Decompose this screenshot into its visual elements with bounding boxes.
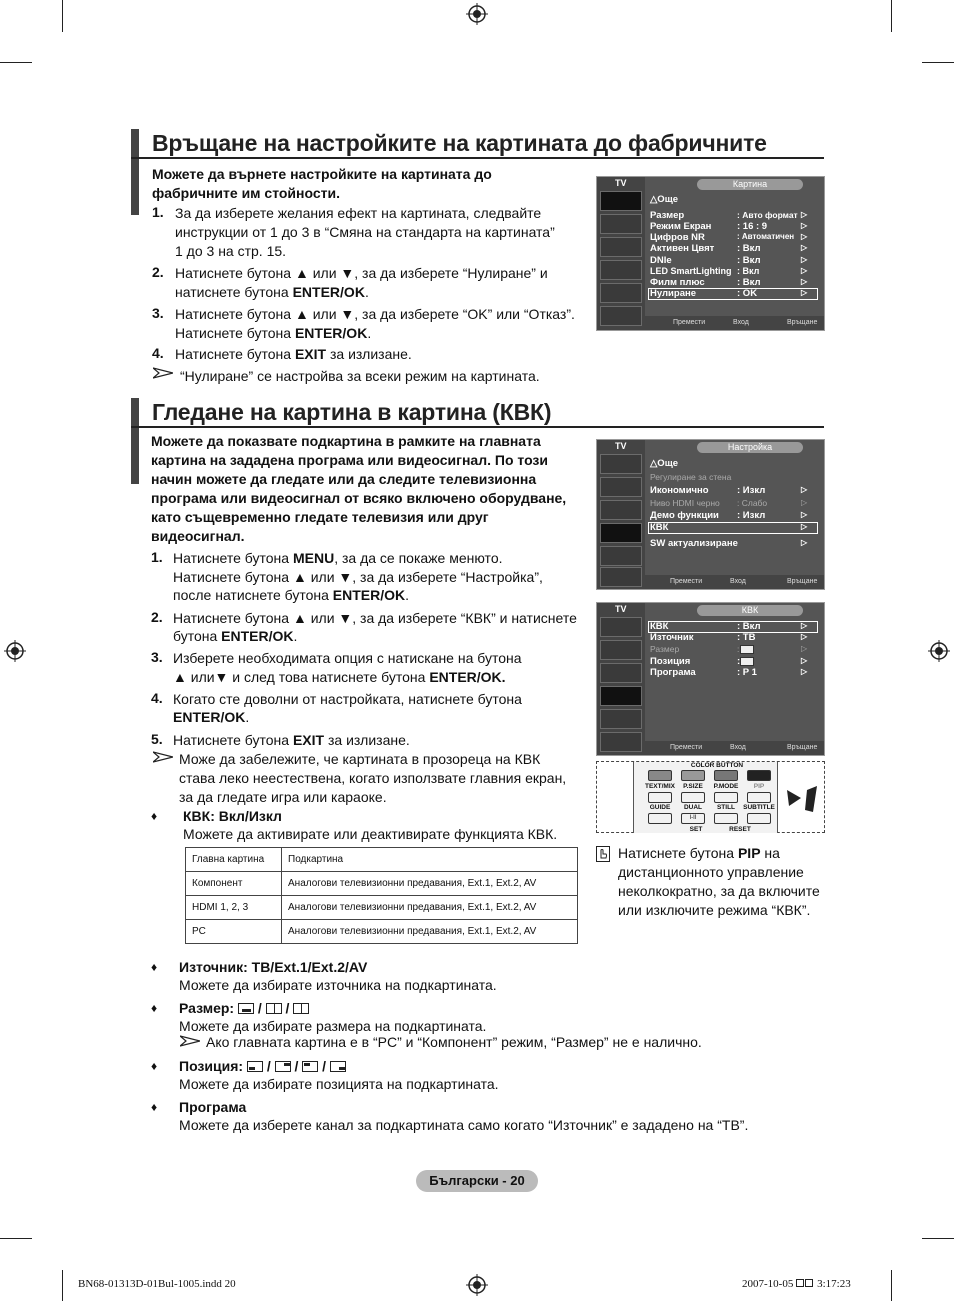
bullet: ♦: [151, 960, 158, 974]
dual-button: I-II: [681, 813, 705, 824]
remote-label: SET: [689, 826, 703, 833]
note-text: “Нулиране” се настройва за всеки режим на картината.: [180, 368, 540, 384]
step-number: 2.: [152, 264, 164, 280]
step-text: ▲ или▼ и след това натиснете бутона ENTER/OK.: [173, 669, 506, 685]
picture-menu-icon: [600, 617, 642, 637]
remote-note: Натиснете бутона PIP на: [618, 845, 780, 861]
input-menu-icon: [600, 546, 642, 566]
pip-position-bottom-left-icon: [247, 1061, 263, 1072]
osd-row: Програма : P 1 ▷: [650, 667, 808, 678]
step-text: ENTER/OK.: [173, 709, 250, 725]
option-label: Позиция: / / /: [179, 1057, 346, 1076]
crop-mark: [62, 1270, 63, 1301]
osd-row: Източник : ТВ ▷: [650, 632, 808, 643]
section-bar: [131, 398, 139, 484]
option-label: Източник: ТВ/Ext.1/Ext.2/AV: [179, 959, 368, 975]
note-text: става леко неестествена, когато използвате главния екран,: [179, 770, 567, 786]
pip-position-bottom-right-icon: [330, 1061, 346, 1072]
step-text: инструкции от 1 до 3 в “Смяна на стандарта на картината”: [175, 224, 555, 240]
note-arrow-icon: [180, 1035, 200, 1047]
title-underline: [131, 157, 824, 159]
osd-row: Икономично : Изкл ▷: [650, 485, 808, 496]
remote-label: P.SIZE: [683, 783, 703, 790]
step-text: Натиснете бутона ▲ или ▼, за да изберете “Настройка”,: [173, 569, 543, 585]
step-number: 5.: [151, 731, 163, 747]
section-bar: [131, 129, 139, 215]
remote-label: SUBTITLE: [743, 804, 775, 811]
crop-mark: [922, 62, 954, 63]
step-text: Натиснете бутона ENTER/OK.: [175, 325, 372, 341]
psize-button: [681, 792, 705, 803]
osd-title: КВК: [697, 605, 803, 616]
title-underline: [131, 426, 824, 428]
option-label: Размер: / /: [179, 999, 309, 1018]
osd-row: Демо функции : Изкл ▷: [650, 510, 808, 521]
note-text: за да гледате игра или караоке.: [179, 789, 387, 805]
table-row: Компонент Аналогови телевизионни предавания, Ext.1, Ext.2, AV: [186, 872, 578, 896]
step-text: За да изберете желания ефект на картината, следвайте: [175, 205, 542, 221]
registration-mark-icon: [466, 3, 488, 25]
subtitle-button: [747, 813, 771, 824]
step-text: Натиснете бутона MENU, за да се покаже менюто.: [173, 550, 503, 566]
step-text: 1 до 3 на стр. 15.: [175, 243, 287, 259]
note-text: Може да забележите, че картината в прозореца на КВК: [179, 751, 541, 767]
table-row: PC Аналогови телевизионни предавания, Ext.1, Ext.2, AV: [186, 920, 578, 944]
color-button: [681, 770, 705, 781]
remote-label: RESET: [729, 826, 751, 833]
bullet: ♦: [151, 1100, 158, 1114]
crop-mark: [891, 1270, 892, 1301]
crop-mark: [891, 0, 892, 32]
osd-more: △Още: [650, 458, 678, 469]
remote-label: P.MODE: [713, 783, 739, 790]
section1-title: Връщане на настройките на картината до фабричните: [152, 130, 767, 156]
osd-row: Активен Цвят : Вкл ▷: [650, 243, 808, 254]
osd-row: Размер : ▷: [650, 644, 808, 654]
sound-menu-icon: [600, 477, 642, 497]
hand-pointer-icon: [596, 846, 610, 862]
registration-mark-icon: [4, 640, 26, 662]
guide-button: [648, 813, 672, 824]
crop-mark: [62, 0, 63, 32]
registration-mark-icon: [928, 640, 950, 662]
option-desc: Можете да избирате размера на подкартината.: [179, 1018, 487, 1034]
remote-label: PIP: [753, 783, 765, 790]
input-menu-icon: [600, 709, 642, 729]
step-text: Натиснете бутона EXIT за излизане.: [175, 346, 412, 362]
section1-intro: Можете да върнете настройките на картината до фабричните им стойности.: [152, 166, 492, 201]
remote-note: дистанционното управление: [618, 864, 804, 880]
pip-button: [747, 792, 771, 803]
support-menu-icon: [600, 732, 642, 752]
osd-row: LED SmartLighting : Вкл ▷: [650, 266, 808, 276]
picture-menu-icon: [600, 191, 642, 211]
pip-size-double-icon: [266, 1003, 282, 1014]
step-number: 2.: [151, 609, 163, 625]
step-text: бутона ENTER/OK.: [173, 628, 298, 644]
pointer-arrow-icon: [787, 784, 819, 814]
option-desc: Можете да избирате източника на подкартината.: [179, 977, 497, 993]
pip-table: [185, 847, 578, 944]
pip-position-top-left-icon: [302, 1061, 318, 1072]
section2-title: Гледане на картина в картина (КВК): [152, 399, 552, 425]
channel-menu-icon: [600, 663, 642, 683]
table-row: HDMI 1, 2, 3 Аналогови телевизионни предавания, Ext.1, Ext.2, AV: [186, 896, 578, 920]
crop-mark: [0, 1238, 32, 1239]
osd-title: Картина: [697, 179, 803, 190]
osd-more: △Още: [650, 194, 678, 205]
osd-selection: [648, 522, 818, 534]
osd-row: Размер : Авто формат ▷: [650, 210, 808, 221]
section2-intro: Можете да показвате подкартина в рамките на главната картина на зададена програма или видеосигнал. По този начин можете да гледате или да следите телевизионна програма или видеосигнал от всяко включено оборудване, като същевременно гледате телевизия или друг видеосигнал.: [151, 433, 567, 544]
step-number: 4.: [152, 345, 164, 361]
setup-menu-icon: [600, 523, 642, 543]
pmode-button: [714, 792, 738, 803]
note-text: Ако главната картина е в “PC” и “Компонент” режим, “Размер” не е налично.: [206, 1034, 702, 1050]
input-menu-icon: [600, 283, 642, 303]
size-icon: [740, 645, 754, 654]
tv-osd-pip: TV КВК КВК : Вкл ▷ Източник : ТВ ▷ Размер : ▷ Позиция : ▷ Програма : P 1 ▷ Премести Вход Връщане: [596, 602, 825, 756]
crop-mark: [0, 62, 32, 63]
sound-menu-icon: [600, 214, 642, 234]
bullet: ♦: [151, 1059, 158, 1073]
osd-row: Позиция : ▷: [650, 656, 808, 667]
step-text: после натиснете бутона ENTER/OK.: [173, 587, 410, 603]
osd-footer: Премести Вход Връщане: [645, 741, 824, 755]
picture-menu-icon: [600, 454, 642, 474]
step-text: Натиснете бутона ▲ или ▼, за да изберете “OK” или “Отказ”.: [175, 306, 575, 322]
osd-row: Регулиране за стена: [650, 472, 732, 482]
step-text: натиснете бутона ENTER/OK.: [175, 284, 369, 300]
step-text: Изберете необходимата опция с натискане на бутона: [173, 650, 522, 666]
page-number-badge: Български - 20: [416, 1170, 538, 1192]
setup-menu-icon: [600, 260, 642, 280]
color-button: [648, 770, 672, 781]
setup-menu-icon: [600, 686, 642, 706]
step-number: 3.: [152, 305, 164, 321]
support-menu-icon: [600, 306, 642, 326]
note-arrow-icon: [153, 751, 173, 763]
option-desc: Можете да изберете канал за подкартината само когато “Източник” е зададено на “ТВ”.: [179, 1117, 749, 1133]
remote-label: COLOR BUTTON: [690, 762, 744, 769]
step-text: Когато сте доволни от настройката, натиснете бутона: [173, 691, 522, 707]
remote-label: DUAL: [683, 804, 703, 811]
step-number: 1.: [152, 204, 164, 220]
osd-row: SW актуализиране ▷: [650, 538, 808, 549]
step-text: Натиснете бутона ▲ или ▼, за да изберете “Нулиране” и: [175, 265, 548, 281]
step-text: Натиснете бутона EXIT за излизане.: [173, 732, 410, 748]
option-label: КВК: Вкл/Изкл: [183, 808, 282, 824]
remote-control-illustration: [596, 761, 825, 833]
osd-row: Ниво HDMI черно : Слабо ▷: [650, 498, 808, 508]
step-number: 3.: [151, 649, 163, 665]
crop-mark: [922, 1238, 954, 1239]
remote-label: TEXT/MIX: [645, 783, 675, 790]
osd-row-selected: КВК : Вкл ▷: [650, 621, 808, 632]
table-row: Главна картина Подкартина: [186, 848, 578, 872]
pip-position-top-right-icon: [275, 1061, 291, 1072]
color-button: [714, 770, 738, 781]
step-number: 1.: [151, 549, 163, 565]
tv-osd-picture: TV Картина △Още Размер : Авто формат ▷ Режим Екран : 16 : 9 ▷ Цифров NR : Автоматичен ▷ Активен Цвят : Вкл ▷ DNIe : Вкл ▷ LED SmartLighting : Вкл ▷ Филм плюс : Вкл ▷ Нулиране : OK ▷ Премести Вход Връщане: [596, 176, 825, 331]
osd-footer: Премести Вход Връщане: [645, 575, 824, 589]
pip-size-double-wide-icon: [293, 1003, 309, 1014]
option-desc: Можете да активирате или деактивирате функцията КВК.: [183, 826, 558, 842]
color-button: [747, 770, 771, 781]
osd-row: Цифров NR : Автоматичен ▷: [650, 232, 808, 243]
channel-menu-icon: [600, 500, 642, 520]
remote-note: или изключите режима “КВК”.: [618, 902, 811, 918]
osd-row: Филм плюс : Вкл ▷: [650, 277, 808, 288]
option-desc: Можете да избирате позицията на подкартината.: [179, 1076, 499, 1092]
option-label: Програма: [179, 1099, 247, 1115]
channel-menu-icon: [600, 237, 642, 257]
still-button: [714, 813, 738, 824]
osd-footer: Премести Вход Връщане: [645, 316, 824, 330]
sound-menu-icon: [600, 640, 642, 660]
osd-row-selected: КВК ▷: [650, 522, 808, 533]
osd-row: DNIe : Вкл ▷: [650, 255, 808, 266]
remote-label: STILL: [716, 804, 736, 811]
position-icon: [740, 657, 754, 666]
remote-label: GUIDE: [649, 804, 671, 811]
remote-note: неколкократно, за да включите: [618, 883, 820, 899]
registration-mark-icon: [466, 1274, 488, 1296]
bullet: ♦: [151, 1001, 158, 1015]
support-menu-icon: [600, 567, 642, 587]
osd-row-selected: Нулиране : OK ▷: [650, 288, 808, 299]
note-arrow-icon: [153, 367, 173, 379]
footer-filename: BN68-01313D-01Bul-1005.indd 20: [78, 1278, 236, 1290]
osd-title: Настройка: [697, 442, 803, 453]
pip-size-small-icon: [238, 1003, 254, 1014]
step-number: 4.: [151, 690, 163, 706]
bullet: ♦: [151, 809, 158, 823]
text-mix-button: [648, 792, 672, 803]
osd-row: Режим Екран : 16 : 9 ▷: [650, 221, 808, 232]
tv-osd-setup: TV Настройка △Още Регулиране за стена Икономично : Изкл ▷ Ниво HDMI черно : Слабо ▷ Демо функции : Изкл ▷ КВК ▷ SW актуализиране ▷ Премести Вход Връщане: [596, 439, 825, 590]
footer-timestamp: 2007-10-05 3:17:23: [742, 1278, 851, 1290]
step-text: Натиснете бутона ▲ или ▼, за да изберете “КВК” и натиснете: [173, 610, 577, 626]
